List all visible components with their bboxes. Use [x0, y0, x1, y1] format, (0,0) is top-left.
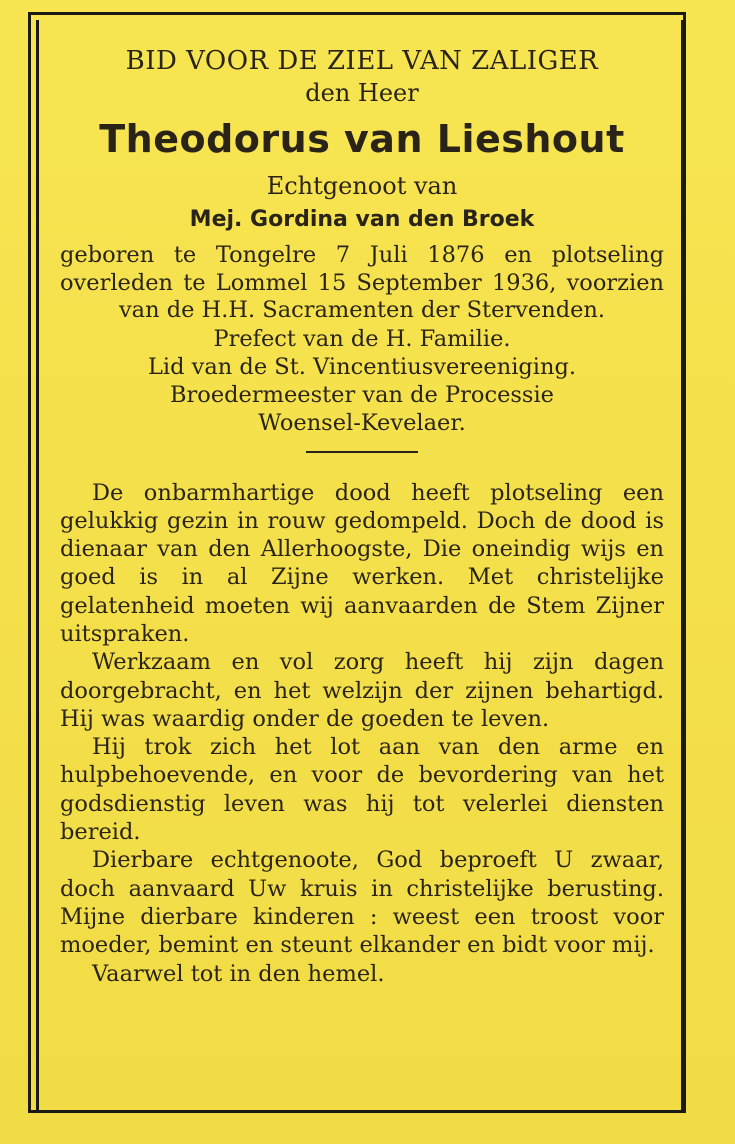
- spouse-name: Mej. Gordina van den Broek: [189, 207, 535, 232]
- paragraph: Werkzaam en vol zorg heeft hij zijn dagen doorgebracht, en het welzijn der zijnen behartigd. Hij was waardig onder de goeden te leven.: [60, 649, 664, 732]
- title-heer: den Heer: [305, 79, 419, 107]
- prayer-heading: BID VOOR DE ZIEL VAN ZALIGER: [125, 46, 599, 76]
- card-content: [60, 44, 664, 988]
- paragraph: Vaarwel tot in den hemel.: [92, 960, 385, 987]
- divider-line: [306, 451, 418, 453]
- spouse-label: Echtgenoot van: [266, 172, 458, 200]
- function-line: Broedermeester van de Processie: [169, 381, 554, 408]
- function-line: Lid van de St. Vincentiusvereeniging.: [147, 353, 577, 380]
- deceased-name: Theodorus van Lieshout: [99, 117, 625, 161]
- birth-death-text: geboren te Tongelre 7 Juli 1876 en plotseling overleden te Lommel 15 September 1936, voorzien van de H.H. Sacramenten der Stervenden.: [60, 242, 664, 323]
- paragraph: Dierbare echtgenoote, God beproeft U zwaar, doch aanvaard Uw kruis in christelijke berusting. Mijne dierbare kinderen : weest een troost voor moeder, bemint en steunt elkander en bidt voor mij.: [60, 847, 664, 959]
- paragraph: Hij trok zich het lot aan van den arme en hulpbehoevende, en voor de bevordering van het godsdienstig leven was hij tot velerlei diensten bereid.: [60, 734, 664, 846]
- function-line: Woensel-Kevelaer.: [258, 409, 466, 436]
- paragraph: De onbarmhartige dood heeft plotseling een gelukkig gezin in rouw gedompeld. Doch de dood is dienaar van den Allerhoogste, Die oneindig wijs en goed is in al Zijne werken. Met christelijke gelatenheid moeten wij aanvaarden de Stem Zijner uitspraken.: [60, 479, 664, 647]
- function-line: Prefect van de H. Familie.: [213, 325, 511, 352]
- body-text: [60, 479, 664, 988]
